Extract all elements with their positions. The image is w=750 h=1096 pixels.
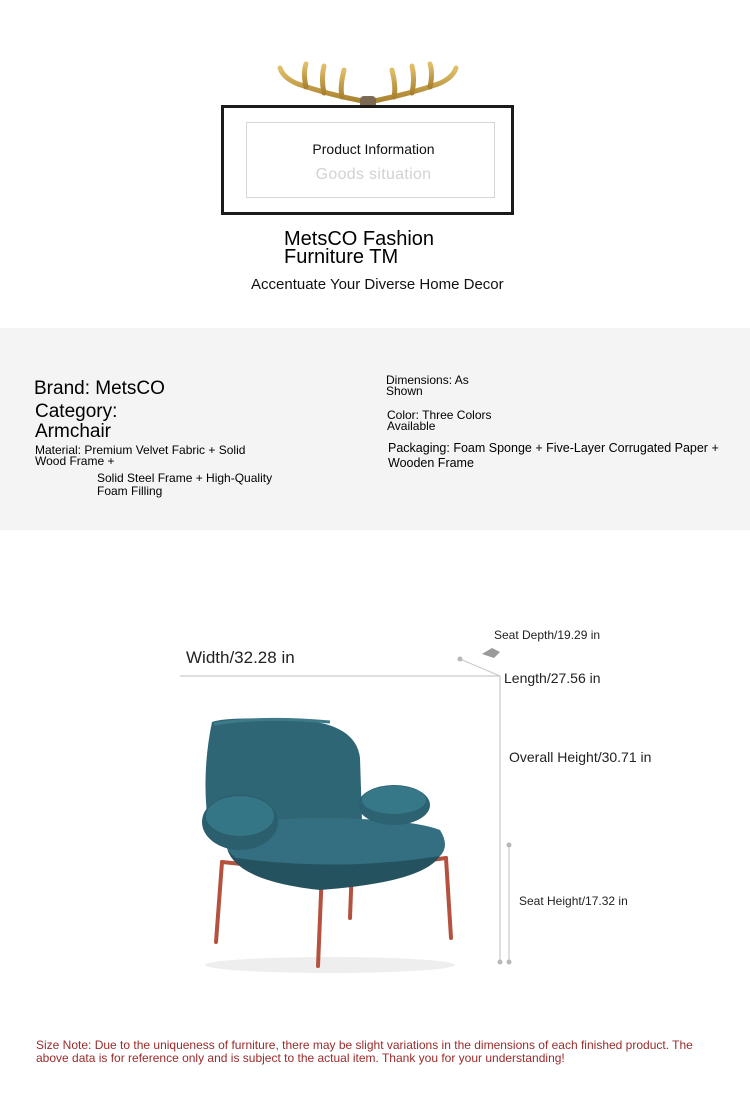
measure-marker-icon (482, 648, 500, 658)
tagline: Accentuate Your Diverse Home Decor (251, 276, 504, 293)
width-measurement: Width/32.28 in (186, 648, 295, 667)
spec-brand: Brand: MetsCO (34, 378, 165, 399)
size-note: Size Note: Due to the uniqueness of furniture, there may be slight variations in the dimensions of each finished product. The above data is for reference only and is subject to the actual item. Thank you for your understanding! (36, 1038, 693, 1065)
antlers-icon (276, 58, 460, 108)
frame-title: Product Information (312, 141, 435, 157)
seat-height-measurement: Seat Height/17.32 in (519, 894, 628, 908)
overall-height-measurement: Overall Height/30.71 in (509, 749, 652, 765)
frame-subtitle: Goods situation (315, 166, 432, 183)
seat-depth-measurement: Seat Depth/19.29 in (494, 628, 601, 642)
armchair-icon (202, 718, 455, 973)
dimension-diagram (0, 560, 750, 1020)
spec-material-continued: Solid Steel Frame + High-Quality Foam Filling (97, 471, 273, 498)
header-inner-frame (246, 122, 495, 198)
brand-title: MetsCO Fashion Furniture TM (284, 228, 435, 268)
spec-color: Color: Three Colors Available (387, 408, 492, 433)
spec-material: Material: Premium Velvet Fabric + Solid Wood Frame + (35, 443, 246, 468)
length-measurement: Length/27.56 in (504, 670, 601, 686)
spec-category: Category: Armchair (35, 401, 118, 442)
spec-packaging: Packaging: Foam Sponge + Five-Layer Corrugated Paper + Wooden Frame (388, 441, 719, 470)
spec-dimensions: Dimensions: As Shown (386, 373, 469, 398)
